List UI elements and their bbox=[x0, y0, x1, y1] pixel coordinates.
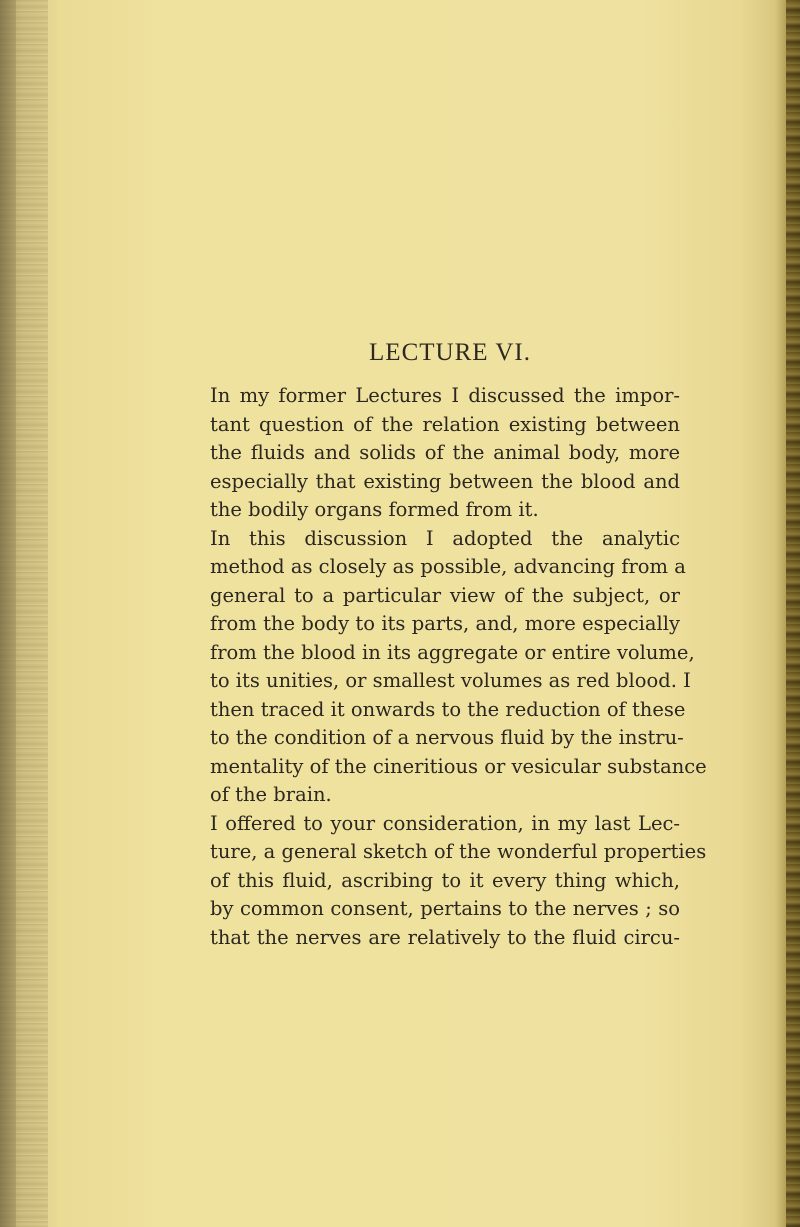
text-line: mentality of the cineritious or vesicular substance bbox=[210, 754, 707, 778]
text-line: tant question of the relation existing between bbox=[210, 412, 680, 436]
text-line: especially that existing between the blood and bbox=[210, 469, 680, 493]
page-binding-edge bbox=[0, 0, 16, 1227]
paragraph-3 bbox=[210, 810, 707, 953]
text-line: of the brain. bbox=[210, 783, 332, 806]
text-line: In my former Lectures I discussed the impor- bbox=[210, 384, 680, 407]
text-line: to the condition of a nervous fluid by the instru- bbox=[210, 726, 684, 749]
text-line: ture, a general sketch of the wonderful properties bbox=[210, 840, 707, 863]
text-line: I offered to your consideration, in my last Lec- bbox=[210, 811, 680, 835]
text-line: to its unities, or smallest volumes as red blood. I bbox=[210, 669, 691, 692]
page-fore-edge bbox=[786, 0, 800, 1227]
text-line: of this fluid, ascribing to it every thing which, bbox=[210, 868, 680, 892]
text-line: from the blood in its aggregate or entire volume, bbox=[210, 640, 695, 664]
text-line: In this discussion I adopted the analytic bbox=[210, 526, 680, 550]
lecture-heading: LECTURE VI. bbox=[369, 339, 531, 366]
text-line: then traced it onwards to the reduction of these bbox=[210, 697, 686, 721]
text-line: the fluids and solids of the animal body, more bbox=[210, 441, 680, 464]
text-line: method as closely as possible, advancing from a bbox=[210, 555, 686, 578]
text-line: by common consent, pertains to the nerves ; so bbox=[210, 897, 680, 920]
text-line: from the body to its parts, and, more especially bbox=[210, 612, 680, 635]
page-text bbox=[210, 338, 707, 952]
text-line: the bodily organs formed from it. bbox=[210, 498, 539, 521]
paragraph-1 bbox=[210, 382, 680, 525]
text-line: that the nerves are relatively to the fluid circu- bbox=[210, 925, 680, 949]
paragraph-2 bbox=[210, 525, 707, 810]
text-line: general to a particular view of the subject, or bbox=[210, 583, 680, 607]
